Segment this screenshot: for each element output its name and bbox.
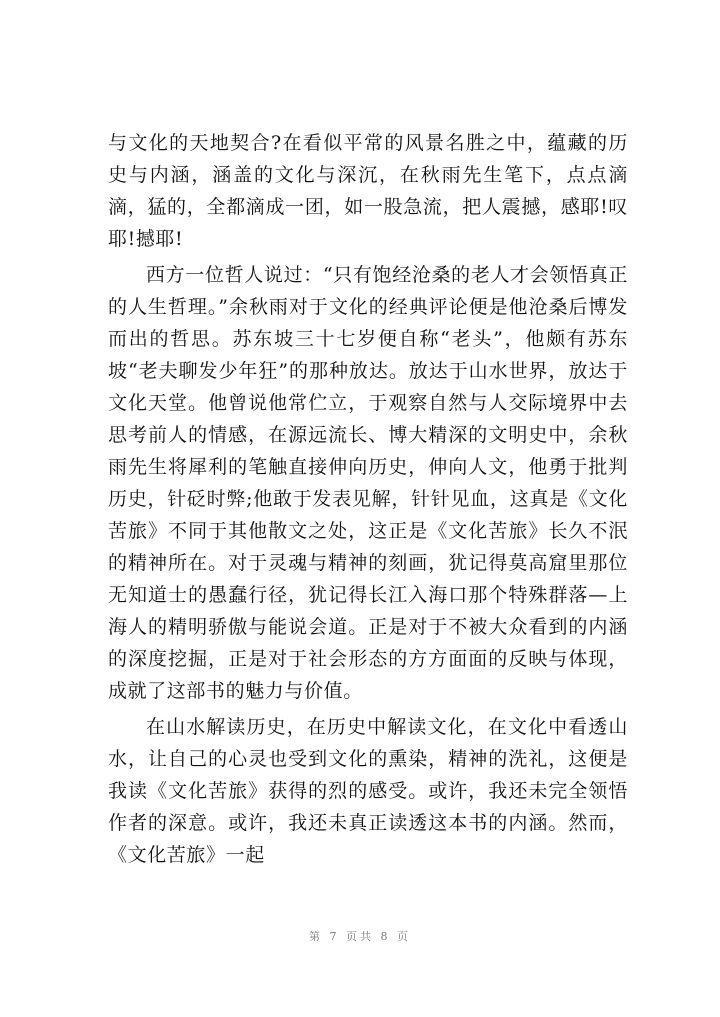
paragraph-philosopher-quote: 西方一位哲人说过：“只有饱经沧桑的老人才会领悟真正的人生哲理。”余秋雨对于文化的经典评论便是他沧桑后博发而出的哲思。苏东坡三十七岁便自称“老头”，他颇有苏东坡“老夫聊发少年狂”的那种放达。放达于山水世界，放达于文化天堂。他曾说他常伫立，于观察自然与人交际境界中去思考前人的情感，在源远流长、博大精深的文明史中，余秋雨先生将犀利的笔触直接伸向历史，伸向人文，他勇于批判历史，针砭时弊;他敢于发表见解，针针见血，这真是《文化苦旅》不同于其他散文之处，这正是《文化苦旅》长久不泯的精神所在。对于灵魂与精神的刻画，犹记得莫高窟里那位无知道士的愚蠢行径，犹记得长江入海口那个特殊群落—上海人的精明骄傲与能说会道。正是对于不被大众看到的内涵的深度挖掘，正是对于社会形态的方方面面的反映与体现，成就了这部书的魅力与价值。 <box>108 264 628 702</box>
body-text <box>108 127 628 875</box>
paragraph-reading-reflection: 在山水解读历史，在历史中解读文化，在文化中看透山水，让自己的心灵也受到文化的熏染，精神的洗礼，这便是我读《文化苦旅》获得的烈的感受。或许，我还未完全领悟作者的深意。或许，我还未真正读透这本书的内涵。然而，《文化苦旅》一起 <box>108 716 628 866</box>
page-footer: 第 7 页共 8 页 <box>309 930 411 943</box>
paragraph-continuation: 与文化的天地契合?在看似平常的风景名胜之中，蕴藏的历史与内涵，涵盖的文化与深沉，在秋雨先生笔下，点点滴滴，猛的，全都滴成一团，如一股急流，把人震撼，感耶!叹耶!撼耶! <box>108 132 628 250</box>
